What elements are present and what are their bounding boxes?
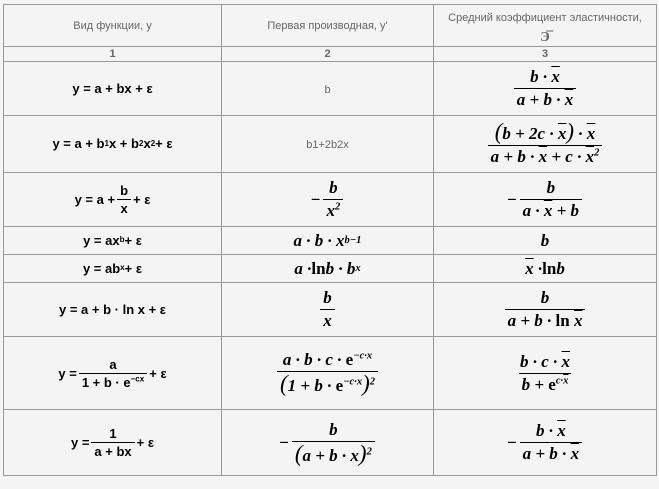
elasticity-power: b xyxy=(434,227,657,255)
function-linear: y = a + bx + ε xyxy=(4,62,222,116)
table-row xyxy=(4,337,657,410)
function-power: y = ax b + ε xyxy=(4,227,222,255)
table-row xyxy=(4,283,657,337)
elasticity-quadratic: $\frac{(b + 2c \cdot \overline{x}) \cdot \overline{x}}{a + b \cdot \overline{x} + c \cdot \overline{x}^2}$ xyxy=(434,116,657,173)
elasticity-symbol: Э̅ xyxy=(540,29,550,45)
header-row xyxy=(4,5,657,47)
derivative-exponential: a · ln b · b x xyxy=(222,255,434,283)
derivative-logistic: $\frac{a \cdot b \cdot c \cdot e^{-c\cdot x}}{(1 + b \cdot e^{-c\cdot x})^2}$ xyxy=(222,337,434,410)
header-elasticity-label: Средний коэффициент эластичности, xyxy=(448,11,642,24)
derivative-quadratic: b1+2b2x xyxy=(222,116,434,173)
formula-text-layer xyxy=(0,0,1,1)
elasticity-inverse: − $\frac{b \cdot \overline{x}}{a + b \cdot \overline{x}}$ xyxy=(434,410,657,476)
table-row xyxy=(4,410,657,476)
derivative-linear: b xyxy=(222,62,434,116)
elasticity-logarithmic: $\frac{b}{a + b \cdot \ln \overline{x}}$ xyxy=(434,283,657,337)
elasticity-linear: $\frac{b \cdot \overline{x}}{a + b \cdot \overline{x}}$ xyxy=(434,62,657,116)
column-number-1: 1 xyxy=(4,47,222,62)
elasticity-exponential: $\overline{x}$ · ln b xyxy=(434,255,657,283)
derivative-power: a · b · x b−1 xyxy=(222,227,434,255)
derivative-hyperbolic: − $\frac{b}{x^2}$ xyxy=(222,173,434,227)
elasticity-logistic: $\frac{b \cdot c \cdot \overline{x}}{b + e^{c\cdot\overline{x}}}$ xyxy=(434,337,657,410)
column-number-3: 3 xyxy=(434,47,657,62)
table-row xyxy=(4,227,657,255)
function-inverse: y = $\frac{1}{a + bx}$ + ε xyxy=(4,410,222,476)
formula-table xyxy=(3,4,657,476)
column-number-2: 2 xyxy=(222,47,434,62)
function-logarithmic: y = a + b · ln x + ε xyxy=(4,283,222,337)
function-quadratic: y = a + b 1 x + b 2 x 2 + ε xyxy=(4,116,222,173)
table-row xyxy=(4,173,657,227)
function-logistic: y = $\frac{a}{1 + b \cdot e^{-cx}}$ + ε xyxy=(4,337,222,410)
derivative-logarithmic: $\frac{b}{x}$ xyxy=(222,283,434,337)
table-row xyxy=(4,116,657,173)
row-1-function-text xyxy=(0,0,1,1)
header-derivative: Первая производная, y' xyxy=(222,5,434,47)
table-row xyxy=(4,255,657,283)
function-exponential: y = ab x + ε xyxy=(4,255,222,283)
header-elasticity xyxy=(434,5,657,47)
header-function: Вид функции, y xyxy=(4,5,222,47)
elasticity-hyperbolic: − $\frac{b}{a \cdot \overline{x} + b}$ xyxy=(434,173,657,227)
derivative-inverse: − $\frac{b}{(a + b \cdot x)^2}$ xyxy=(222,410,434,476)
table-row xyxy=(4,62,657,116)
column-number-row xyxy=(4,47,657,62)
function-hyperbolic: y = a + $\frac{b}{x}$ + ε xyxy=(4,173,222,227)
